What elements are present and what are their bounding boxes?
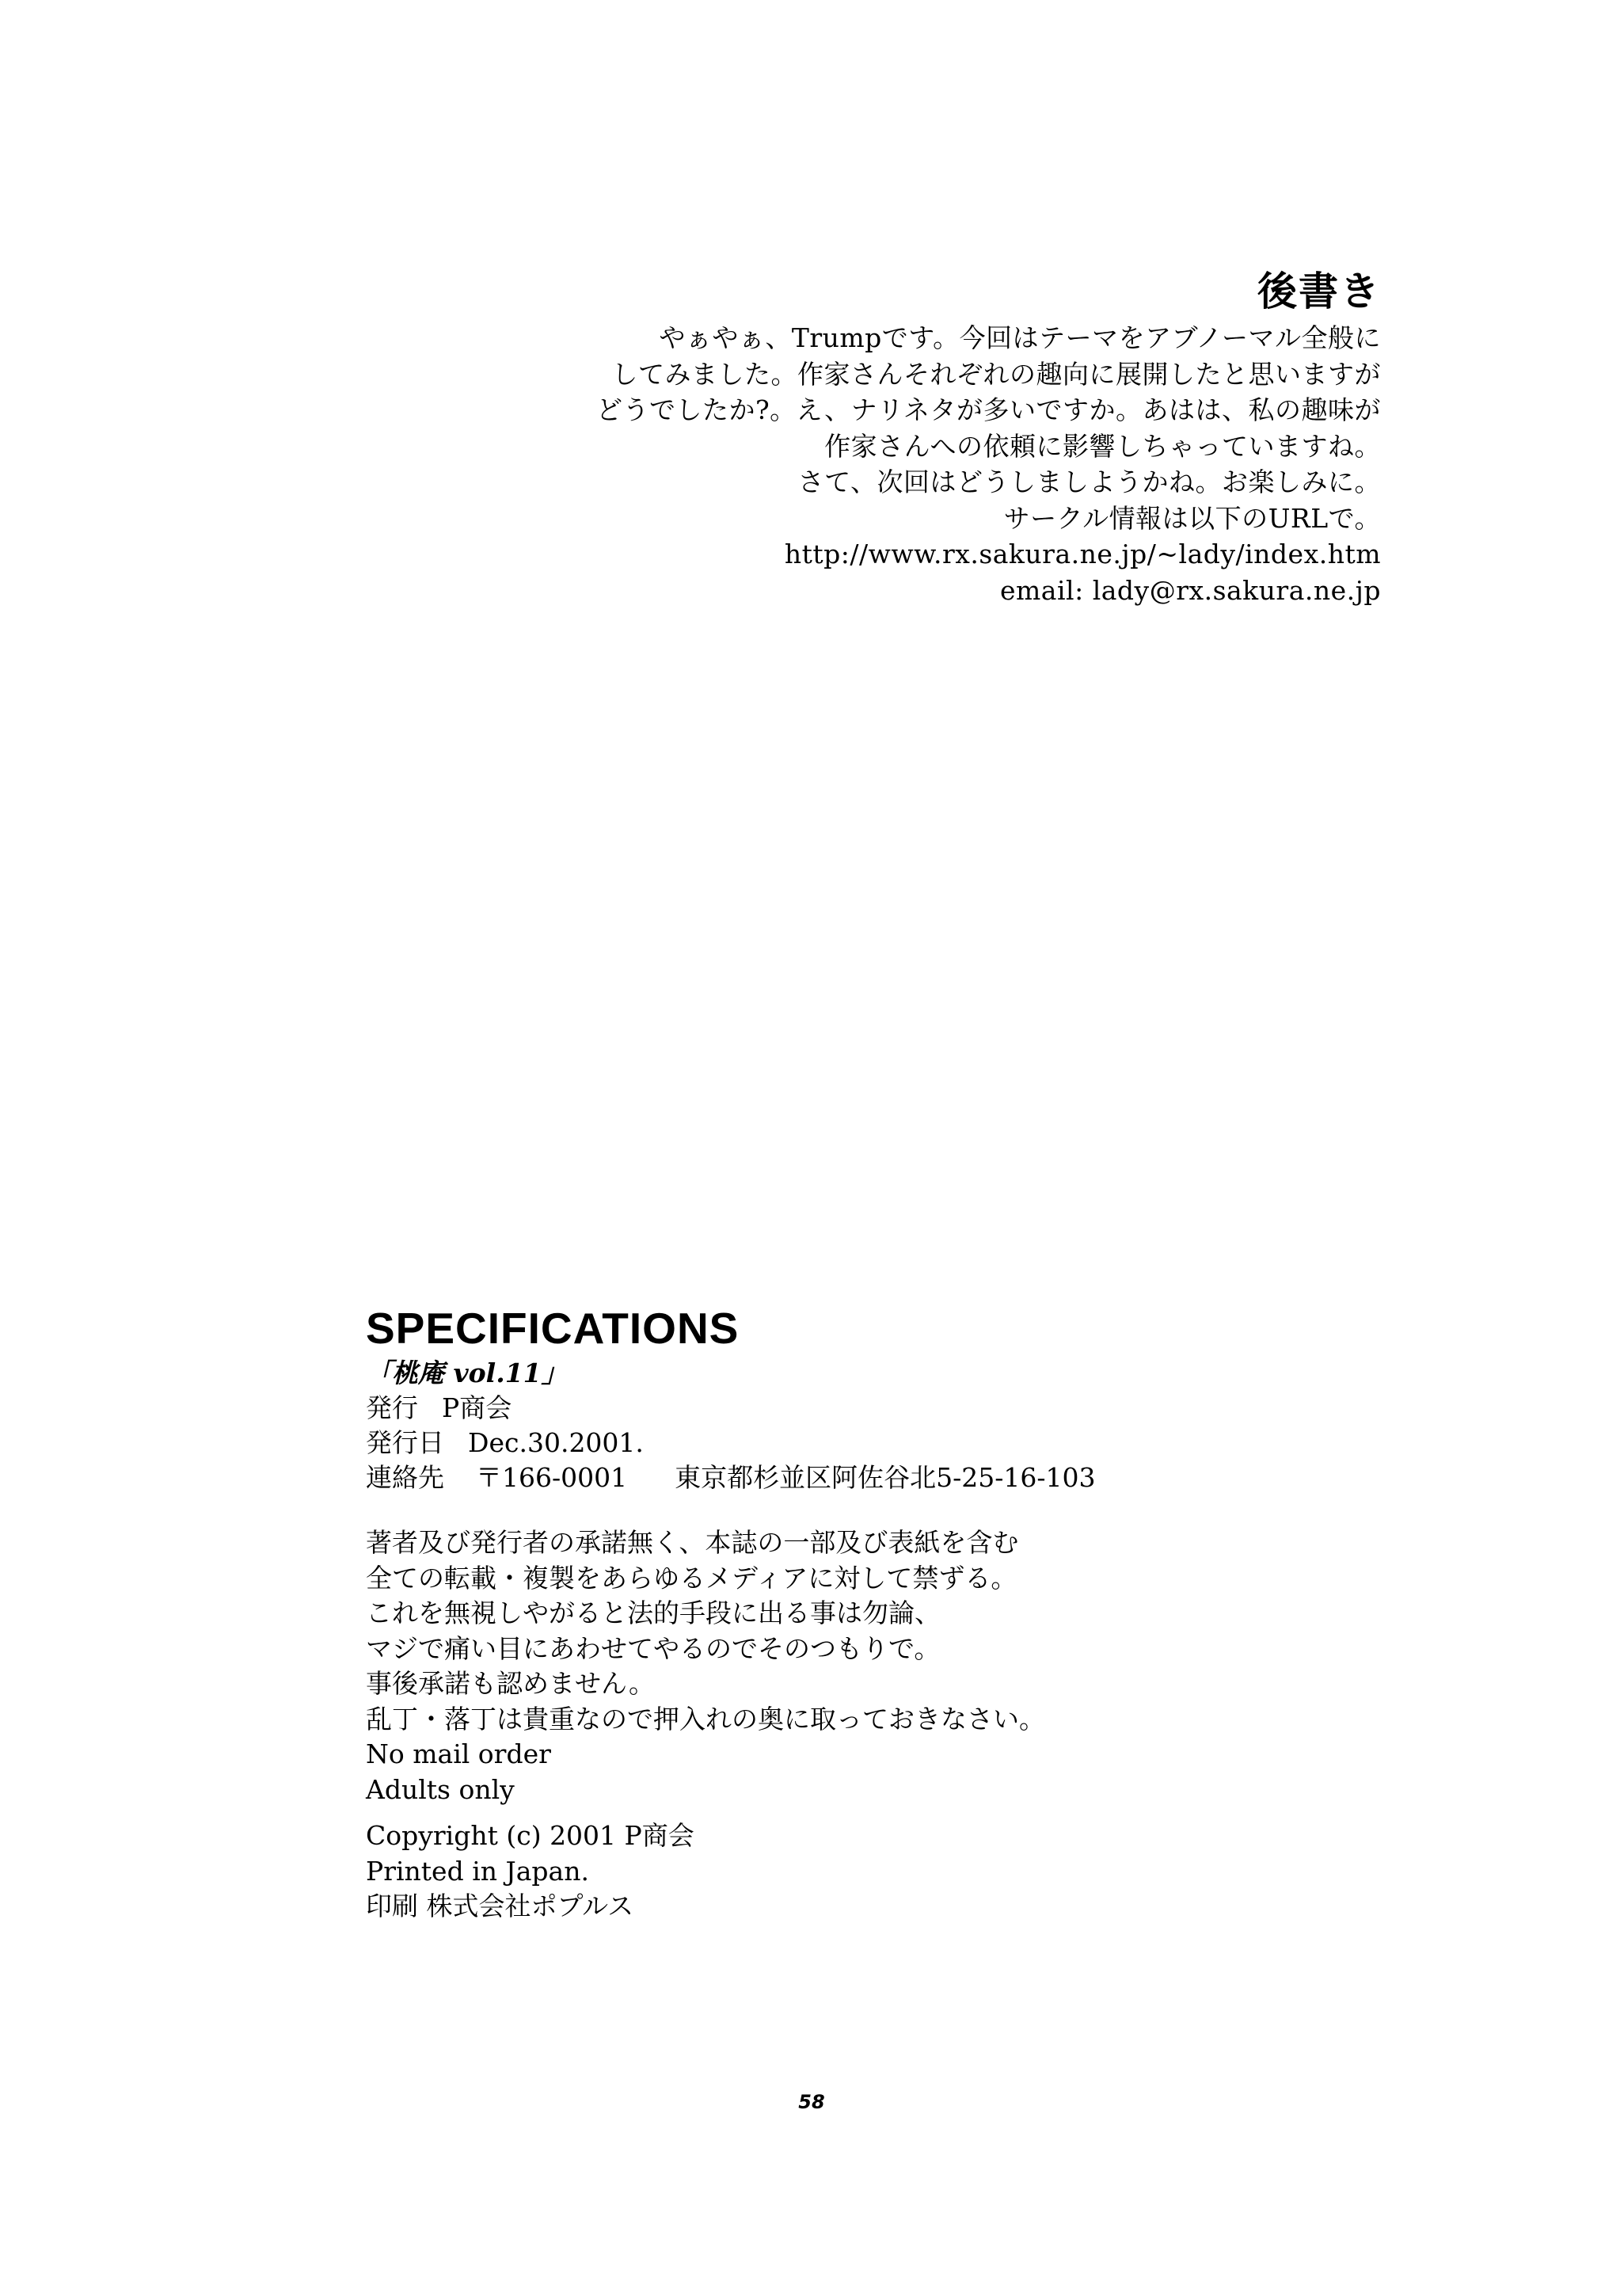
date-value: Dec.30.2001. xyxy=(468,1427,644,1458)
specifications-section xyxy=(366,1300,1395,1925)
publisher-row xyxy=(366,1391,1395,1426)
copyright-notice xyxy=(366,1525,1395,1807)
contact-label: 連絡先 xyxy=(366,1462,444,1493)
volume-title: 「桃庵 vol.11」 xyxy=(366,1358,568,1388)
notice-line: 著者及び発行者の承諾無く、本誌の一部及び表紙を含む xyxy=(366,1527,1019,1558)
afterword-line: やぁやぁ、Trumpです。今回はテーマをアブノーマル全般に xyxy=(659,322,1381,353)
publisher-label: 発行 xyxy=(366,1392,418,1423)
date-row xyxy=(366,1426,1395,1460)
notice-line: 全ての転載・複製をあらゆるメディアに対して禁ずる。 xyxy=(366,1562,1017,1594)
contact-address: 東京都杉並区阿佐谷北5-25-16-103 xyxy=(675,1462,1096,1493)
afterword-url: http://www.rx.sakura.ne.jp/~lady/index.htm xyxy=(784,539,1381,569)
adults-only-text: Adults only xyxy=(366,1773,515,1805)
notice-line: 乱丁・落丁は貴重なので押入れの奥に取っておきなさい。 xyxy=(366,1703,1045,1735)
copyright-block xyxy=(366,1818,1395,1925)
afterword-email: email: lady@rx.sakura.ne.jp xyxy=(999,574,1381,606)
contact-postal-code: 〒166-0001 xyxy=(476,1462,628,1493)
afterword-line: してみました。作家さんそれぞれの趣向に展開したと思いますが xyxy=(611,358,1381,390)
notice-line: マジで痛い目にあわせてやるのでそのつもりで。 xyxy=(366,1632,941,1664)
notice-line: これを無視しやがると法的手段に出る事は勿論、 xyxy=(366,1597,941,1628)
notice-line: 事後承諾も認めません。 xyxy=(366,1668,655,1699)
copyright-line: Copyright (c) 2001 P商会 xyxy=(366,1820,694,1851)
no-mail-order-text: No mail order xyxy=(366,1738,551,1769)
afterword-line: どうでしたか?。え、ナリネタが多いですか。あはは、私の趣味が xyxy=(595,394,1381,425)
specifications-title: SPECIFICATIONS xyxy=(366,1304,740,1353)
printer-line: 印刷 株式会社ポプルス xyxy=(366,1891,634,1921)
publisher-value: P商会 xyxy=(442,1392,512,1423)
afterword-body xyxy=(431,320,1381,608)
printed-in-line: Printed in Japan. xyxy=(366,1855,589,1887)
contact-row xyxy=(366,1460,1395,1495)
afterword-line: 作家さんへの依頼に影響しちゃっていますね。 xyxy=(824,430,1381,462)
afterword-title: 後書き xyxy=(1257,268,1381,314)
date-label: 発行日 xyxy=(366,1427,444,1458)
afterword-line: さて、次回はどうしましようかね。お楽しみに。 xyxy=(797,466,1381,497)
afterword-section xyxy=(431,266,1381,608)
afterword-line: サークル情報は以下のURLで。 xyxy=(1003,502,1381,534)
page-number: 58 xyxy=(798,2091,825,2113)
